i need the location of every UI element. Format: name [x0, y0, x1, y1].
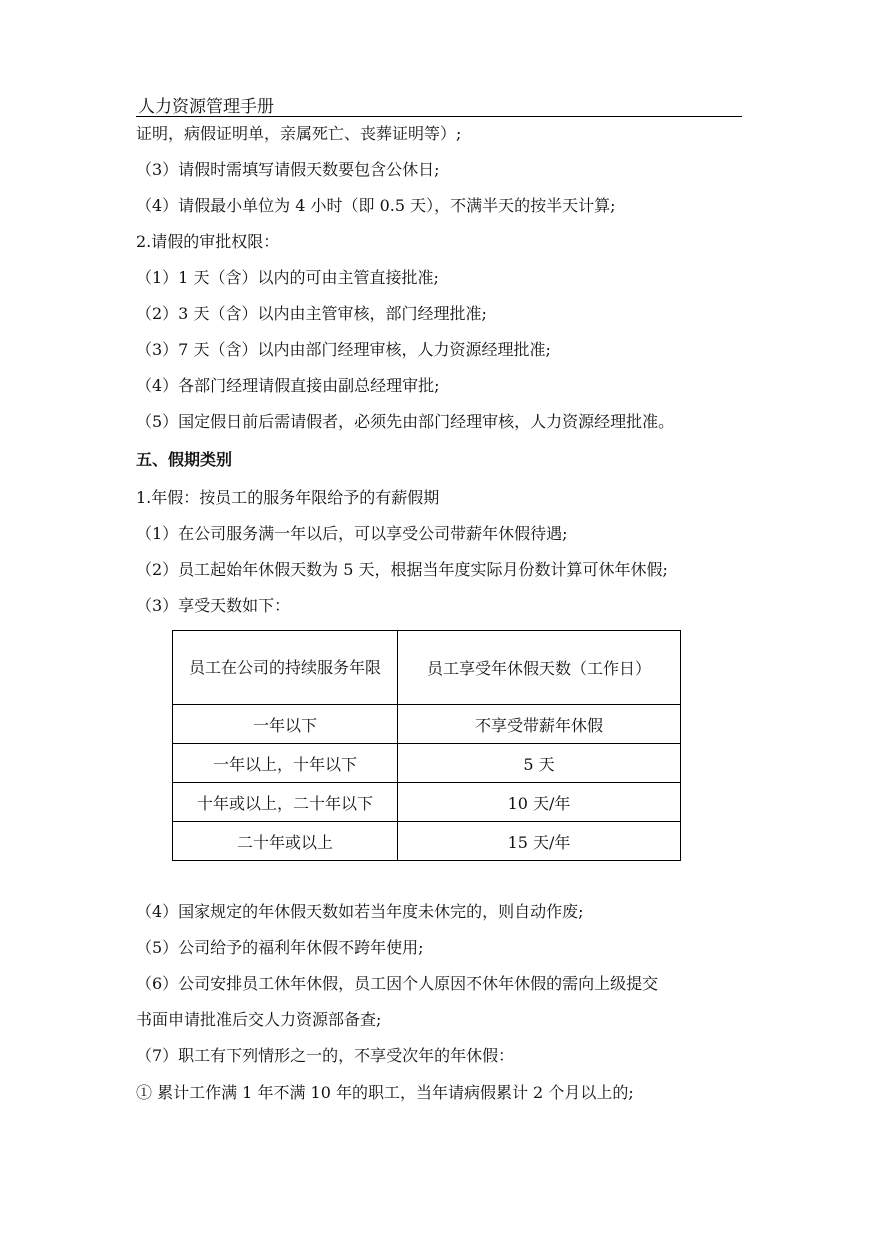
body-line: （7）职工有下列情形之一的，不享受次年的年休假： [136, 1046, 515, 1065]
annual-leave-table [172, 630, 681, 861]
table-cell: 一年以上，十年以下 [173, 744, 398, 783]
table-cell: 5 天 [398, 744, 681, 783]
body-line: （6）公司安排员工休年休假，员工因个人原因不休年休假的需向上级提交 [136, 974, 659, 993]
table-header-cell: 员工在公司的持续服务年限 [173, 631, 398, 705]
body-line: （1）在公司服务满一年以后，可以享受公司带薪年休假待遇; [136, 524, 568, 543]
section-title: 五、假期类别 [136, 450, 233, 469]
table-header-row [173, 631, 681, 705]
header-rule [136, 116, 742, 117]
body-line: （4）国家规定的年休假天数如若当年度未休完的，则自动作废; [136, 902, 584, 921]
body-line: （2）3 天（含）以内由主管审核，部门经理批准; [136, 304, 487, 323]
body-line: 2.请假的审批权限： [136, 232, 280, 251]
body-line: 证明，病假证明单，亲属死亡、丧葬证明等）; [136, 124, 462, 143]
table-row [173, 744, 681, 783]
table-cell: 二十年或以上 [173, 822, 398, 861]
body-line: （1）1 天（含）以内的可由主管直接批准; [136, 268, 439, 287]
body-line: 1.年假：按员工的服务年限给予的有薪假期 [136, 488, 440, 507]
table-row [173, 783, 681, 822]
table-row [173, 705, 681, 744]
table-header-cell: 员工享受年休假天数（工作日） [398, 631, 681, 705]
body-line: （5）公司给予的福利年休假不跨年使用; [136, 938, 424, 957]
body-line: ① 累计工作满 1 年不满 10 年的职工，当年请病假累计 2 个月以上的; [136, 1083, 634, 1102]
body-line: （3）7 天（含）以内由部门经理审核，人力资源经理批准; [136, 340, 551, 359]
body-line: （2）员工起始年休假天数为 5 天，根据当年度实际月份数计算可休年休假; [136, 560, 668, 579]
table-row [173, 822, 681, 861]
document-header-title: 人力资源管理手册 [138, 97, 274, 117]
table-cell: 十年或以上，二十年以下 [173, 783, 398, 822]
body-line: 书面申请批准后交人力资源部备查; [136, 1010, 382, 1029]
body-line: （3）享受天数如下： [136, 596, 291, 615]
body-line: （4）请假最小单位为 4 小时（即 0.5 天），不满半天的按半天计算; [136, 196, 616, 215]
table-cell: 不享受带薪年休假 [398, 705, 681, 744]
table-cell: 10 天/年 [398, 783, 681, 822]
body-line: （5）国定假日前后需请假者，必须先由部门经理审核，人力资源经理批准。 [136, 412, 675, 431]
body-line: （3）请假时需填写请假天数要包含公休日; [136, 160, 440, 179]
table-cell: 一年以下 [173, 705, 398, 744]
table-cell: 15 天/年 [398, 822, 681, 861]
body-line: （4）各部门经理请假直接由副总经理审批; [136, 376, 440, 395]
